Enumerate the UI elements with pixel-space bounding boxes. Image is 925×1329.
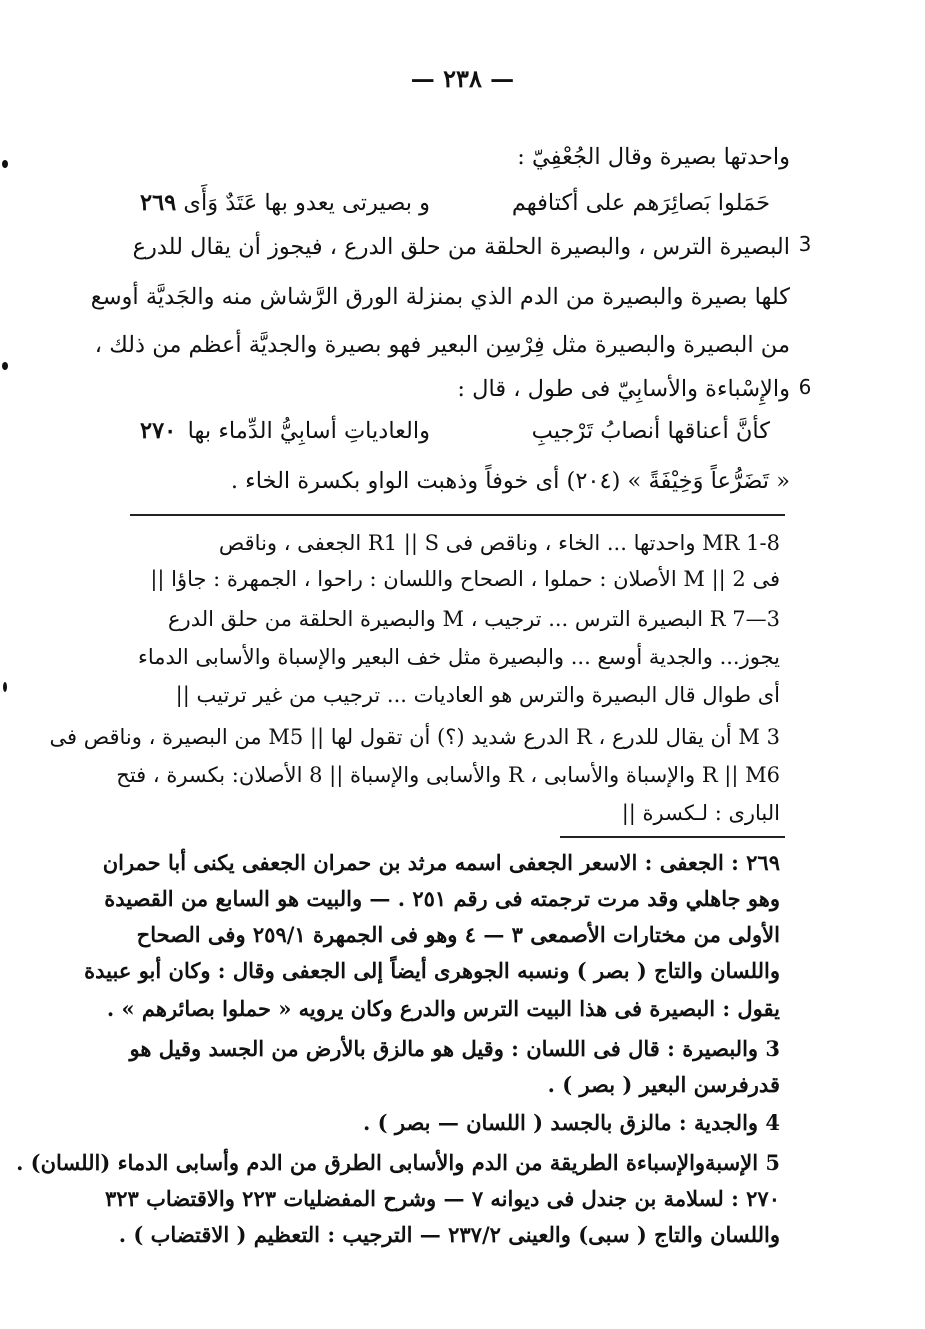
divider-rule [130,514,785,516]
page-number: — ٢٣٨ — [410,64,515,93]
note-line: واللسان والتاج ( سبى) والعينى ٢٣٧/٢ — الترجيب : التعظيم ( الاقتضاب ) . [118,1222,780,1247]
apparatus-line: 3—7 R البصيرة الترس ... ترجيب ، M والبصيرة الحلقة من حلق الدرع [168,607,780,631]
verse-269 [130,186,790,220]
scan-mark [2,160,8,168]
note-line: ٢٧٠ : لسلامة بن جندل فى ديوانه ٧ — وشرح المفضليات ٢٢٣ والاقتضاب ٣٢٣ [104,1186,780,1211]
main-line-5: من البصيرة والبصيرة مثل فِرْسِن البعير فهو بصيرة والجديَّة أعظم من ذلك ، [94,332,790,358]
verse-270 [130,414,790,448]
note-line: 4 والجدية : مالزق بالجسد ( اللسان — بصر ) . [363,1110,780,1135]
verse-second-hemistich: و بصيرتى يعدو بها عَتَدٌ وَأَى [183,190,430,216]
note-line: 3 والبصيرة : قال فى اللسان : وقيل هو مالزق بالأرض من الجسد وقيل هو [129,1036,780,1061]
main-line-8: « تَضَرُّعاً وَخِيْفَةً » (٢٠٤) أى خوفاً وذهبت الواو بكسرة الخاء . [230,468,790,494]
note-line: 5 الإسبةوالإسباءة الطريقة من الدم والأسابى الطرق من الدم وأسابى الدماء (اللسان) . [16,1150,780,1175]
note-line: ٢٦٩ : الجعفى : الاسعر الجعفى اسمه مرثد بن حمران الجعفى يكنى أبا حمران [102,850,780,875]
apparatus-line: يجوز... والجدية أوسع ... والبصيرة مثل خف البعير والإسباة والأسابى الدماء [137,645,780,669]
apparatus-line: R || M6 والإسباة والأسابى ، R والأسابى والإسباة || 8 الأصلان: بكسرة ، فتح [116,763,780,787]
verse-first-hemistich: حَمَلوا بَصائِرَهم على أكتافهم [511,190,770,216]
scan-mark [3,682,7,692]
note-line: يقول : البصيرة فى هذا البيت الترس والدرع وكان يرويه « حملوا بصائرهم » . [106,996,780,1021]
main-line-1: واحدتها بصيرة وقال الجُعْفِيّ : [517,144,790,170]
note-line: الأولى من مختارات الأصمعى ٣ — ٤ وهو فى الجمهرة ٢٥٩/١ وفى الصحاح [136,922,780,947]
scan-mark [2,362,8,370]
main-text [90,0,790,520]
verse-first-hemistich: كأنَّ أعناقها أنصابُ تَرْجيبِ [531,418,770,444]
apparatus-line: أى طوال قال البصيرة والترس هو العاديات ... ترجيب من غير ترتيب || [175,683,780,707]
main-line-6: والإِسْباءة والأسابِيّ فى طول ، قال : [457,376,790,402]
margin-line-number: 3 [798,232,812,256]
margin-line-number: 6 [798,375,812,399]
note-line: قدرفرسن البعير ( بصر ) . [547,1072,780,1097]
main-line-3: البصيرة الترس ، والبصيرة الحلقة من حلق الدرع ، فيجوز أن يقال للدرع [132,234,790,260]
note-line: وهو جاهلي وقد مرت ترجمته فى رقم ٢٥١ . — والبيت هو السابع من القصيدة [104,886,780,911]
verse-number: ٢٦٩ [140,190,177,216]
apparatus-line: فى M || 2 الأصلان : حملوا ، الصحاح واللسان : راحوا ، الجمهرة : جاؤا || [150,567,780,591]
apparatus-line: 3 M أن يقال للدرع ، R الدرع شديد (؟) أن تقول لها || M5 من البصيرة ، وناقص فى [49,725,780,749]
verse-number: ٢٧٠ [140,418,177,444]
verse-second-hemistich: والعادياتِ أسابِيُّ الدِّماء بها [187,418,430,444]
divider-rule [560,836,785,838]
note-line: واللسان والتاج ( بصر ) ونسبه الجوهرى أيضاً إلى الجعفى وقال : وكان أبو عبيدة [84,958,780,983]
apparatus-line: البارى : لـكسرة || [621,801,780,825]
main-line-4: كلها بصيرة والبصيرة من الدم الذي بمنزلة الورق الرَّشاش منه والجَديَّة أوسع [90,284,790,310]
apparatus-line: 1-8 MR واحدتها ... الخاء ، وناقص فى R1 || S الجعفى ، وناقص [218,531,780,555]
